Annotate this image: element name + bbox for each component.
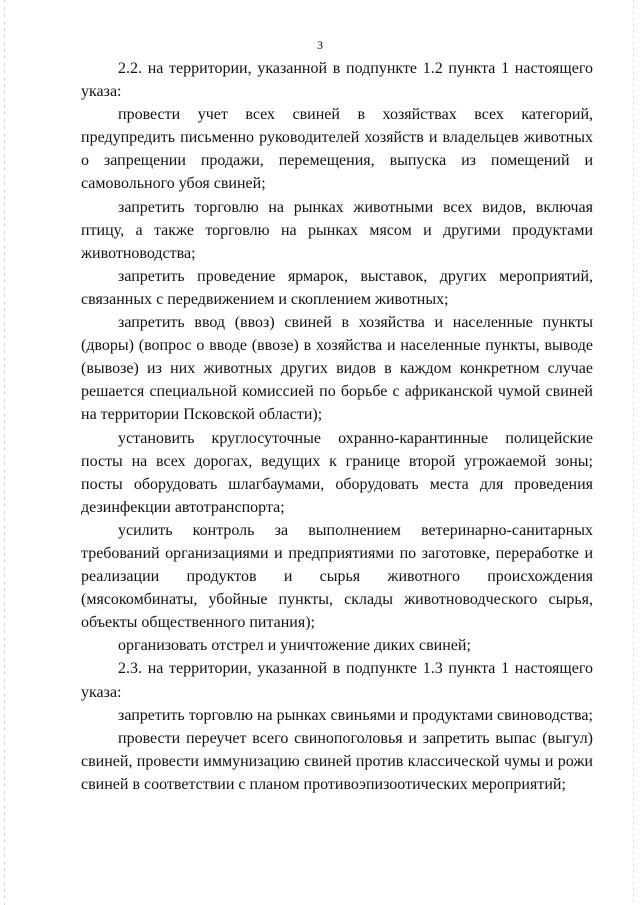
document-body (81, 57, 593, 796)
paragraph-recount-immunization: провести переучет всего свинопоголовья и запретить выпас (выгул) свиней, провести иммунизацию свиней против классической чумы и рожи свиней в соответствии с планом противоэпизоотических мероприятий; (81, 729, 593, 793)
paragraph-market-animal-ban: запретить торговлю на рынках животными всех видов, включая птицу, а также торговлю на рынках мясом и другими продуктами животноводства; (81, 198, 593, 262)
paragraph-pork-trade-ban: запретить торговлю на рынках свиньями и продуктами свиноводства; (118, 706, 593, 724)
scan-edge-left (4, 0, 5, 905)
paragraph-wild-boar-culling: организовать отстрел и уничтожение диких свиней; (118, 637, 471, 655)
page-number: 3 (317, 38, 323, 52)
paragraph-police-posts: установить круглосуточные охранно-карантинные полицейские посты на всех дорогах, ведущих к границе второй угрожаемой зоны; посты оборудовать шлагбаумами, оборудовать места для проведения дезинфекции автотранспорта; (81, 429, 593, 516)
scan-edge-right (633, 0, 634, 905)
paragraph-2-2-heading: 2.2. на территории, указанной в подпункте 1.2 пункта 1 настоящего указа: (81, 60, 593, 101)
paragraph-veterinary-control: усилить контроль за выполнением ветеринарно-санитарных требований организациями и предприятиями по заготовке, переработке и реализации продуктов и сырья животного происхождения (мясокомбинаты, убойные пункты, склады животноводческого сырья, объекты общественного питания); (81, 521, 593, 632)
paragraph-pig-census: провести учет всех свиней в хозяйствах всех категорий, предупредить письменно руководителей хозяйств и владельцев животных о запрещении продажи, перемещения, выпуска из помещений и самовольного убоя свиней; (81, 106, 593, 193)
paragraph-fair-ban: запретить проведение ярмарок, выставок, других мероприятий, связанных с передвижением и скоплением животных; (81, 267, 593, 308)
paragraph-import-ban: запретить ввод (ввоз) свиней в хозяйства и населенные пункты (дворы) (вопрос о вводе (ввозе) в хозяйства и населенные пункты, выводе (вывозе) из них животных других видов в каждом конкретном случае решается специальной комиссией по борьбе с африканской чумой свиней на территории Псковской области); (81, 314, 593, 424)
paragraph-2-3-heading: 2.3. на территории, указанной в подпункте 1.3 пункта 1 настоящего указа: (81, 660, 593, 701)
